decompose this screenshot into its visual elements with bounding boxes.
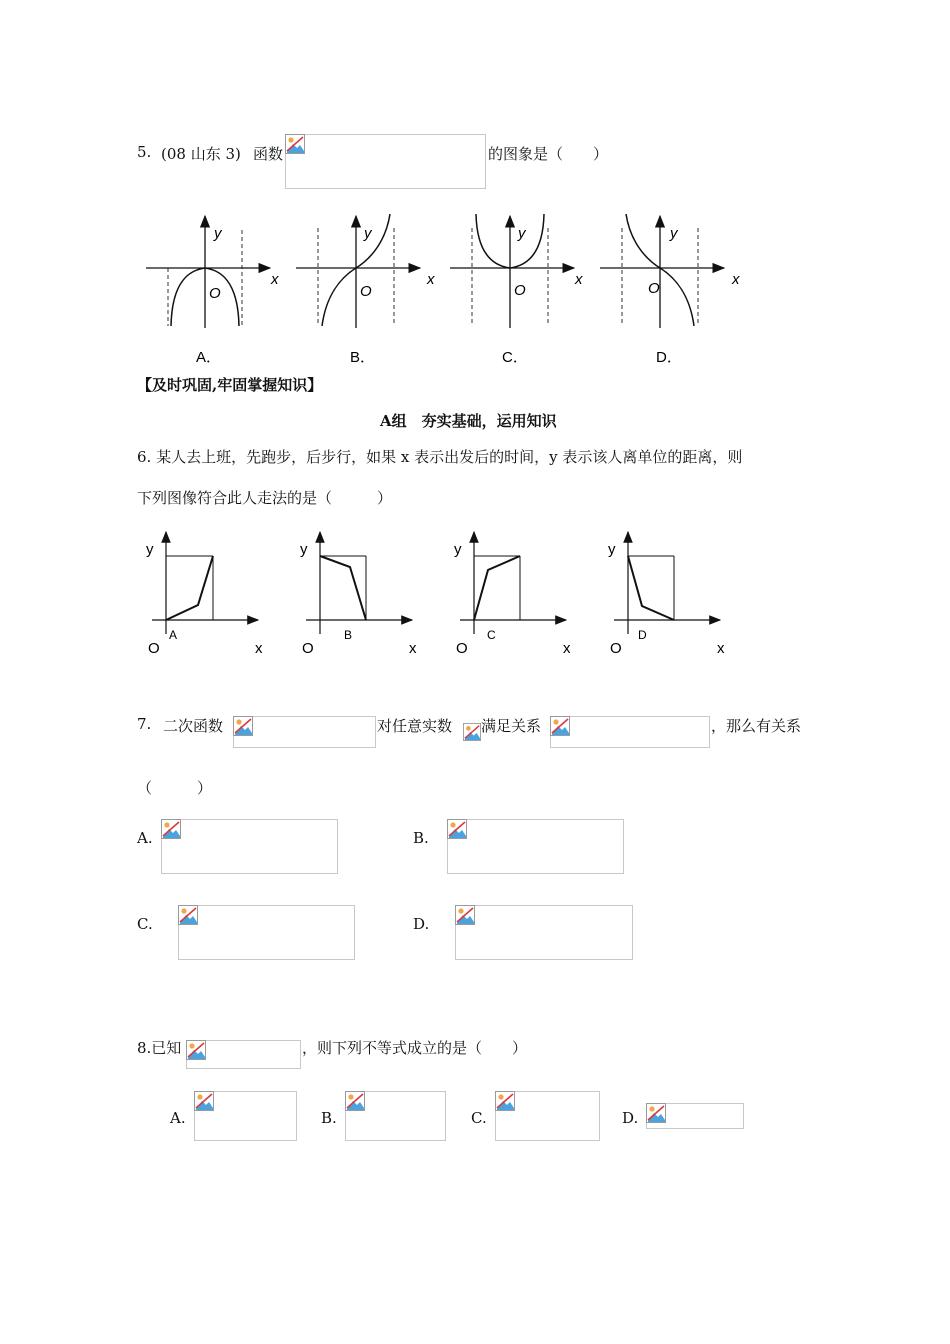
q5-graph-d-x-label: x	[732, 271, 740, 288]
q8-option-c-label: C.	[471, 1109, 487, 1127]
q5-graphs	[130, 200, 770, 370]
q7-middle1: 对任意实数	[377, 717, 453, 735]
q5-graph-b-origin: O	[360, 283, 372, 300]
q6-graph-b	[300, 532, 417, 657]
q6-option-d: D	[638, 628, 647, 642]
q7-prefix: 二次函数	[163, 717, 224, 735]
q6-graph-a	[146, 532, 263, 657]
q5-graph-a-x-label: x	[271, 271, 279, 288]
q7-relation-image	[550, 716, 710, 748]
q7-option-a-image	[161, 819, 338, 874]
broken-image-icon	[447, 819, 467, 839]
q5-graph-c-x-label: x	[575, 271, 583, 288]
q5-option-b: B．	[350, 349, 376, 366]
q5-option-c: C．	[502, 349, 528, 366]
q6-graph-b-origin: O	[302, 640, 314, 657]
q5-graph-d-y-label: y	[670, 225, 678, 242]
q8-option-d-image	[646, 1103, 744, 1129]
q5-graph-d-origin: O	[648, 280, 660, 297]
broken-image-icon	[550, 716, 570, 736]
broken-image-icon	[455, 905, 475, 925]
q5-graph-a	[146, 216, 279, 366]
broken-image-icon	[463, 723, 481, 741]
broken-image-icon	[646, 1103, 666, 1123]
q8-option-c-image	[495, 1091, 600, 1141]
q7-option-b-label: B.	[413, 829, 429, 847]
q5-graph-a-origin: O	[209, 285, 221, 302]
q5-number: 5.	[137, 143, 152, 161]
q5-graph-b-x-label: x	[427, 271, 435, 288]
q6-graph-b-x-label: x	[409, 640, 417, 657]
q7-number: 7.	[137, 715, 152, 733]
q6-graph-a-origin: O	[148, 640, 160, 657]
q6-graph-a-y-label: y	[146, 541, 154, 558]
q6-line2: 下列图像符合此人走法的是（ ）	[137, 489, 393, 507]
broken-image-icon	[345, 1091, 365, 1111]
q6-graph-a-x-label: x	[255, 640, 263, 657]
broken-image-icon	[233, 716, 253, 736]
q7-middle2: 满足关系	[481, 717, 542, 735]
broken-image-icon	[186, 1040, 206, 1060]
q6-line1: 6. 某人去上班，先跑步，后步行，如果 x 表示出发后的时间，y 表示该人离单位的距离，则	[137, 448, 743, 466]
q7-option-c-label: C.	[137, 915, 153, 933]
q6-graphs	[140, 530, 740, 665]
q6-graph-d-y-label: y	[608, 541, 616, 558]
q5-graph-c	[450, 214, 583, 366]
q5-graph-c-origin: O	[514, 282, 526, 299]
q8-condition-image	[186, 1040, 301, 1069]
q8-option-a-image	[194, 1091, 297, 1141]
q8-suffix: ，则下列不等式成立的是（ ）	[302, 1039, 528, 1057]
q7-function-image	[233, 716, 376, 748]
q7-option-d-label: D.	[413, 915, 430, 933]
q5-graph-d	[600, 214, 740, 366]
q6-graph-c-y-label: y	[454, 541, 462, 558]
q5-graph-a-y-label: y	[214, 225, 222, 242]
q6-graph-c-x-label: x	[563, 640, 571, 657]
q8-option-b-image	[345, 1091, 446, 1141]
q7-suffix: ，那么有关系	[711, 717, 802, 735]
section-heading: 【及时巩固,牢固掌握知识】	[137, 376, 323, 394]
q6-graph-b-y-label: y	[300, 541, 308, 558]
broken-image-icon	[178, 905, 198, 925]
q6-graph-d-x-label: x	[717, 640, 725, 657]
broken-image-icon	[161, 819, 181, 839]
group-heading: A组 夯实基础，运用知识	[380, 412, 557, 430]
q5-suffix: 的图象是（ ）	[488, 145, 609, 163]
broken-image-icon	[194, 1091, 214, 1111]
q6-graph-c-origin: O	[456, 640, 468, 657]
q6-graph-c	[454, 532, 571, 657]
q5-source: (08 山东 3)	[161, 145, 241, 163]
broken-image-icon	[285, 134, 305, 154]
q8-option-a-label: A.	[170, 1109, 186, 1127]
q5-formula-image	[285, 134, 486, 189]
q7-option-c-image	[178, 905, 355, 960]
q8-option-b-label: B.	[321, 1109, 337, 1127]
q6-graph-d	[608, 532, 725, 657]
broken-image-icon	[495, 1091, 515, 1111]
q5-option-a: A．	[196, 349, 222, 366]
q7-option-a-label: A.	[137, 829, 153, 847]
q5-option-d: D．	[656, 349, 682, 366]
q8-option-d-label: D.	[622, 1109, 639, 1127]
q8-prefix: 8.已知	[137, 1039, 182, 1057]
q6-option-c: C	[487, 628, 496, 642]
q7-option-b-image	[447, 819, 624, 874]
q7-paren: （ ）	[137, 779, 213, 797]
q6-option-b: B	[344, 628, 353, 642]
q6-option-a: A	[169, 628, 178, 642]
q5-prefix: 函数	[253, 145, 284, 163]
q5-graph-b-y-label: y	[364, 225, 372, 242]
q5-graph-c-y-label: y	[518, 225, 526, 242]
q5-graph-b	[296, 214, 435, 366]
q6-graph-d-origin: O	[610, 640, 622, 657]
q7-option-d-image	[455, 905, 633, 960]
